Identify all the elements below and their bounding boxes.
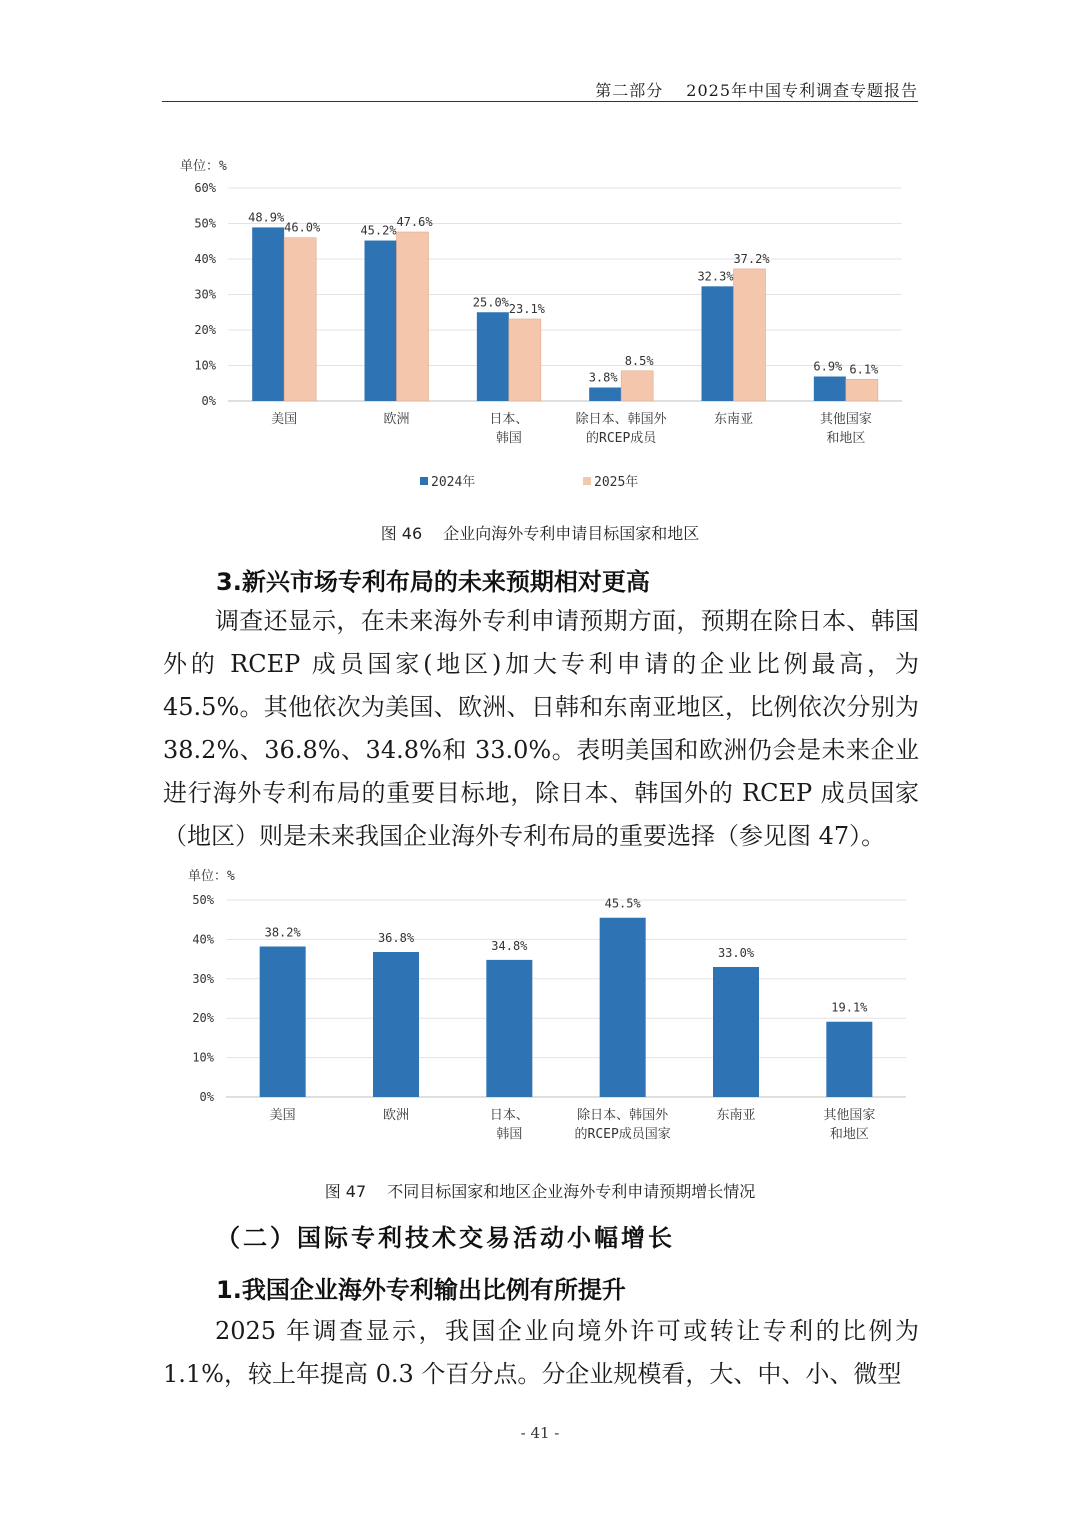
bar — [814, 377, 846, 401]
data-label: 45.5% — [604, 896, 641, 911]
legend-label: 2025年 — [594, 475, 639, 490]
x-tick-label: 日本、 — [489, 1108, 529, 1123]
y-tick-label: 10% — [194, 358, 216, 373]
figure-47-chart — [0, 860, 1080, 1160]
figure-46-caption: 图 46 企业向海外专利申请目标国家和地区 — [380, 524, 700, 543]
data-label: 36.8% — [377, 931, 415, 946]
page-number: - 41 - — [520, 1424, 560, 1442]
data-label: 37.2% — [733, 251, 770, 266]
data-label: 6.1% — [849, 362, 879, 377]
y-tick-label: 10% — [192, 1050, 214, 1065]
y-tick-label: 20% — [192, 1011, 214, 1026]
data-label: 33.0% — [717, 945, 755, 960]
y-tick-label: 40% — [192, 932, 214, 947]
x-tick-label: 的RCEP成员国家 — [574, 1127, 671, 1142]
x-tick-label: 和地区 — [829, 1127, 869, 1142]
data-label: 48.9% — [248, 210, 285, 225]
x-tick-label: 欧洲 — [382, 1108, 410, 1123]
x-tick-label: 东南亚 — [716, 1108, 756, 1123]
x-tick-label: 美国 — [271, 412, 298, 427]
x-tick-label: 其他国家 — [823, 1108, 876, 1123]
x-tick-label: 和地区 — [826, 431, 866, 446]
bar — [486, 960, 532, 1097]
section-b-heading: （二）国际专利技术交易活动小幅增长 — [216, 1223, 675, 1252]
bar — [713, 967, 759, 1097]
legend-swatch — [583, 477, 591, 485]
x-tick-label: 日本、 — [489, 412, 529, 427]
bar — [702, 286, 734, 401]
x-tick-label: 其他国家 — [819, 412, 872, 427]
data-label: 23.1% — [508, 301, 545, 316]
data-label: 38.2% — [264, 925, 301, 940]
y-tick-label: 20% — [194, 323, 216, 337]
legend-label: 2024年 — [431, 475, 476, 490]
data-label: 47.6% — [396, 215, 433, 230]
data-label: 25.0% — [472, 295, 509, 310]
y-tick-label: 50% — [194, 216, 216, 231]
section-3-paragraph: 调查还显示，在未来海外专利申请预期方面，预期在除日本、韩国外的 RCEP 成员国家(地区)加大专利申请的企业比例最高，为 45.5%。其他依次为美国、欧洲、日韩和东南亚地区，比例依次分别为 38.2%、36.8%、34.8%和 33.0%。表明美国和欧洲仍会是未来企业进行海外专利布局的重要目标地，除日本、韩国外的 RCEP 成员国家（地区）则是未来我国企业海外专利布局的重要选择（参见图 47）。 — [163, 607, 919, 850]
x-tick-label: 美国 — [269, 1108, 296, 1123]
x-tick-label: 欧洲 — [383, 412, 410, 427]
data-label: 34.8% — [491, 938, 528, 953]
data-label: 46.0% — [284, 220, 321, 235]
x-tick-label: 的RCEP成员 — [586, 431, 657, 446]
unit-label: 单位：% — [188, 869, 235, 884]
section-3-heading: 3.新兴市场专利布局的未来预期相对更高 — [216, 568, 650, 596]
data-label: 6.9% — [813, 359, 843, 374]
x-tick-label: 除日本、韩国外 — [577, 1108, 669, 1123]
bar — [600, 918, 646, 1097]
figure-47-caption: 图 47 不同目标国家和地区企业海外专利申请预期增长情况 — [324, 1182, 756, 1201]
bar — [477, 312, 509, 401]
bar — [589, 388, 621, 401]
bar — [373, 952, 419, 1097]
y-tick-label: 30% — [192, 971, 214, 986]
legend-swatch — [420, 477, 428, 485]
data-label: 32.3% — [697, 269, 734, 284]
bar — [252, 227, 284, 401]
y-tick-label: 40% — [194, 252, 216, 266]
figure-46-chart — [0, 150, 1080, 510]
y-tick-label: 0% — [199, 1090, 214, 1104]
data-label: 3.8% — [588, 370, 618, 385]
page-header: 第二部分 2025年中国专利调查专题报告 — [595, 81, 918, 100]
bar — [397, 232, 429, 401]
bar — [846, 379, 878, 401]
x-tick-label: 东南亚 — [713, 412, 754, 427]
y-tick-label: 0% — [201, 394, 216, 408]
y-tick-label: 50% — [192, 893, 214, 907]
data-label: 45.2% — [360, 223, 397, 238]
data-label: 8.5% — [624, 353, 654, 368]
y-tick-label: 30% — [194, 287, 216, 302]
x-tick-label: 韩国 — [495, 431, 522, 446]
bar — [260, 946, 306, 1097]
bar — [284, 238, 316, 401]
bar — [621, 371, 653, 401]
header-divider — [162, 101, 918, 102]
section-b1-heading: 1.我国企业海外专利输出比例有所提升 — [216, 1276, 626, 1304]
data-label: 19.1% — [831, 1000, 868, 1015]
bar — [734, 269, 766, 401]
unit-label: 单位：% — [180, 159, 227, 174]
x-tick-label: 除日本、韩国外 — [575, 412, 667, 427]
bar — [365, 241, 397, 401]
y-tick-label: 60% — [194, 181, 216, 195]
bar — [826, 1022, 872, 1097]
section-b1-paragraph: 2025 年调查显示，我国企业向境外许可或转让专利的比例为 1.1%，较上年提高 0.3 个百分点。分企业规模看，大、中、小、微型 — [163, 1317, 919, 1388]
bar — [509, 319, 541, 401]
x-tick-label: 韩国 — [496, 1127, 523, 1142]
